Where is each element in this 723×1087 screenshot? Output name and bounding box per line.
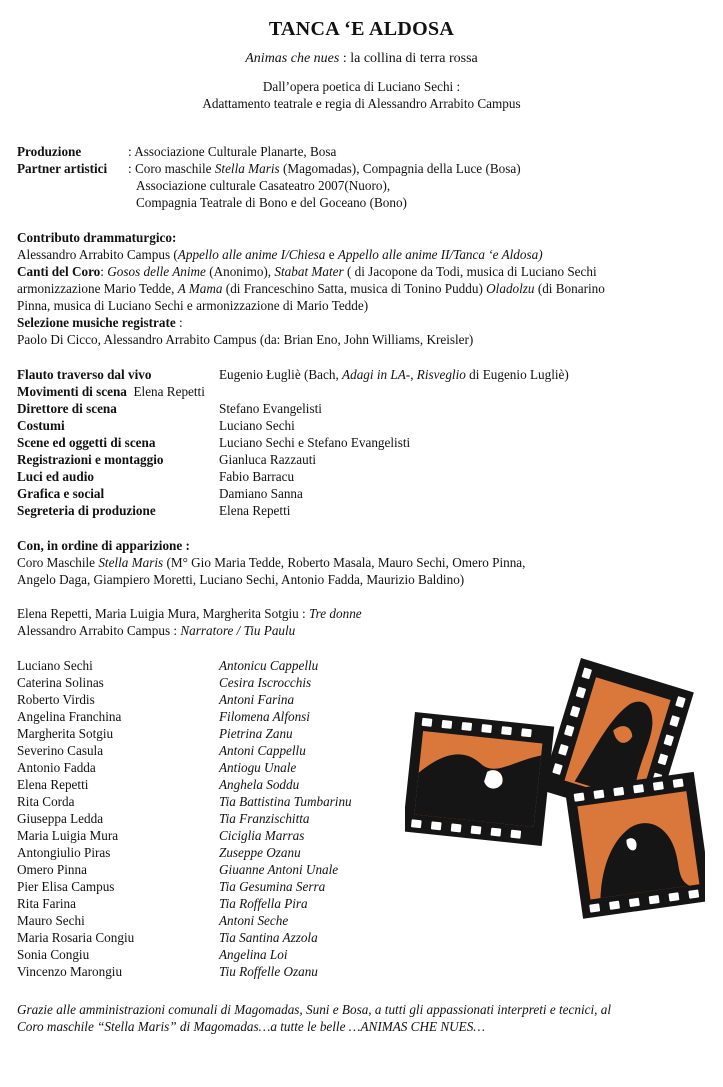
moves-row: Movimenti di scena Elena Repetti	[17, 384, 205, 399]
choir-line-2: armonizzazione Mario Tedde, A Mama (di Franceschino Satta, musica di Tonino Puddu) Oladolzu (di Bonarino	[17, 281, 605, 296]
partners-line-1: : Coro maschile Stella Maris (Magomadas), Compagnia della Luce (Bosa)	[128, 161, 521, 176]
cast-intro-label: Con, in ordine di apparizione :	[17, 538, 190, 553]
choir-line-3: Pinna, musica di Luciano Sechi e armonizzazione di Mario Tedde)	[17, 298, 369, 313]
narrator-line: Alessandro Arrabito Campus : Narratore / Tiu Paulu	[17, 623, 296, 638]
credit-poetry: Dall’opera poetica di Luciano Sechi :	[262, 79, 461, 94]
thanks-line-2: Coro maschile “Stella Maris” di Magomadas…a tutte le belle …ANIMAS CHE NUES…	[17, 1019, 486, 1034]
flute-label: Flauto traverso dal vivo	[17, 367, 152, 382]
choir-members-line-1: Coro Maschile Stella Maris (M° Gio Maria Tedde, Roberto Masala, Mauro Sechi, Omero Pinna,	[17, 555, 526, 570]
page-title: TANCA ‘E ALDOSA	[268, 18, 455, 40]
choir-members-line-2: Angelo Daga, Giampiero Moretti, Luciano Sechi, Antonio Fadda, Maurizio Baldino)	[17, 572, 465, 587]
drama-line: Alessandro Arrabito Campus (Appello alle anime I/Chiesa e Appello alle anime II/Tanca ‘e Aldosa)	[17, 247, 543, 262]
credit-direction: Adattamento teatrale e regia di Alessandro Arrabito Campus	[202, 96, 521, 111]
tre-donne-line: Elena Repetti, Maria Luigia Mura, Margherita Sotgiu : Tre donne	[17, 606, 362, 621]
music-line: Paolo Di Cicco, Alessandro Arrabito Campus (da: Brian Eno, John Williams, Kreisler)	[17, 332, 474, 347]
page-subtitle	[0, 51, 723, 67]
choir-line-1: Canti del Coro: Gosos delle Anime (Anonimo), Stabat Mater ( di Jacopone da Todi, musica di Luciano Sechi	[17, 264, 597, 279]
partners-label: Partner artistici	[17, 161, 108, 176]
thanks-line-1: Grazie alle amministrazioni comunali di Magomadas, Suni e Bosa, a tutti gli appassionati interpreti e tecnici, al	[17, 1002, 612, 1017]
flute-value: Eugenio Ługliè (Bach, Adagi in LA-, Risveglio di Eugenio Lugliè)	[219, 367, 569, 382]
subtitle-rest: : la collina di terra rossa	[339, 51, 478, 66]
subtitle-italic: Animas che nues	[245, 51, 340, 66]
drama-label: Contributo drammaturgico:	[17, 230, 177, 245]
music-label: Selezione musiche registrate :	[17, 315, 183, 330]
production-value: : Associazione Culturale Planarte, Bosa	[128, 144, 337, 159]
partners-line-2: Associazione culturale Casateatro 2007(Nuoro),	[136, 178, 391, 193]
film-frame-bottom	[565, 772, 705, 919]
film-frame-left	[405, 712, 554, 846]
film-strip-illustration	[405, 650, 705, 930]
production-label: Produzione	[17, 144, 82, 159]
partners-line-3: Compagnia Teatrale di Bono e del Goceano (Bono)	[136, 195, 407, 210]
